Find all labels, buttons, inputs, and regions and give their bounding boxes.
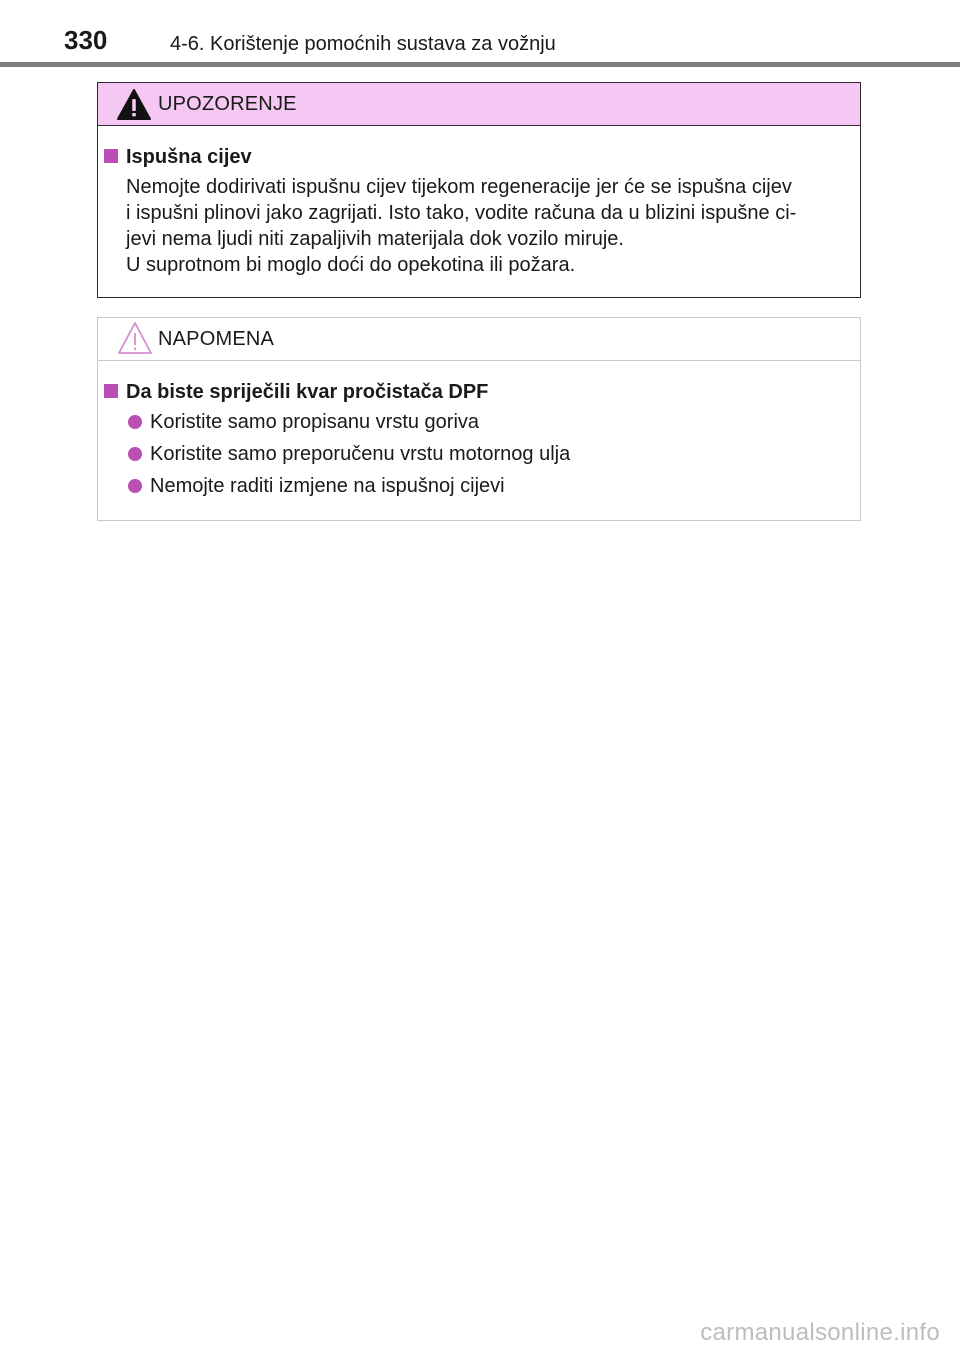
warning-item-text [126,174,844,278]
notice-label: NAPOMENA [158,328,275,350]
circle-bullet-icon [128,479,142,493]
warning-box [97,82,861,298]
notice-body [98,361,860,499]
warning-line: U suprotnom bi moglo doći do opekotina ili požara. [126,254,576,276]
warning-header [98,83,860,126]
warning-triangle-icon [116,88,152,122]
warning-line: Nemojte dodirivati ispušnu cijev tijekom regeneracije jer će se ispušna cijev [126,176,792,198]
page-header [0,0,960,68]
list-item [126,473,844,499]
circle-bullet-icon [128,415,142,429]
square-bullet-icon [104,149,118,163]
circle-bullet-icon [128,447,142,461]
page-number: 330 [64,25,108,55]
notice-box [97,317,861,521]
header-rule [0,62,960,67]
warning-item-title-text: Ispušna cijev [126,146,252,168]
list-item-text: Koristite samo preporučenu vrstu motornog ulja [150,443,571,465]
warning-item-title [104,144,844,170]
section-title: 4-6. Korištenje pomoćnih sustava za vožnju [170,33,556,55]
notice-item-title [104,379,844,405]
list-item-text: Nemojte raditi izmjene na ispušnoj cijevi [150,475,505,497]
warning-label: UPOZORENJE [158,93,297,115]
list-item-text: Koristite samo propisanu vrstu goriva [150,411,480,433]
list-item [126,409,844,435]
notice-list [104,409,844,499]
square-bullet-icon [104,384,118,398]
warning-line: i ispušni plinovi jako zagrijati. Isto tako, vodite računa da u blizini ispušne ci- [126,202,797,224]
caution-triangle-outline-icon [116,320,154,356]
warning-line: jevi nema ljudi niti zapaljivih materijala dok vozilo miruje. [126,228,624,250]
list-item [126,441,844,467]
notice-header [98,318,860,361]
watermark: carmanualsonline.info [700,1319,940,1346]
notice-item-title-text: Da biste spriječili kvar pročistača DPF [126,381,489,403]
warning-body [98,126,860,278]
